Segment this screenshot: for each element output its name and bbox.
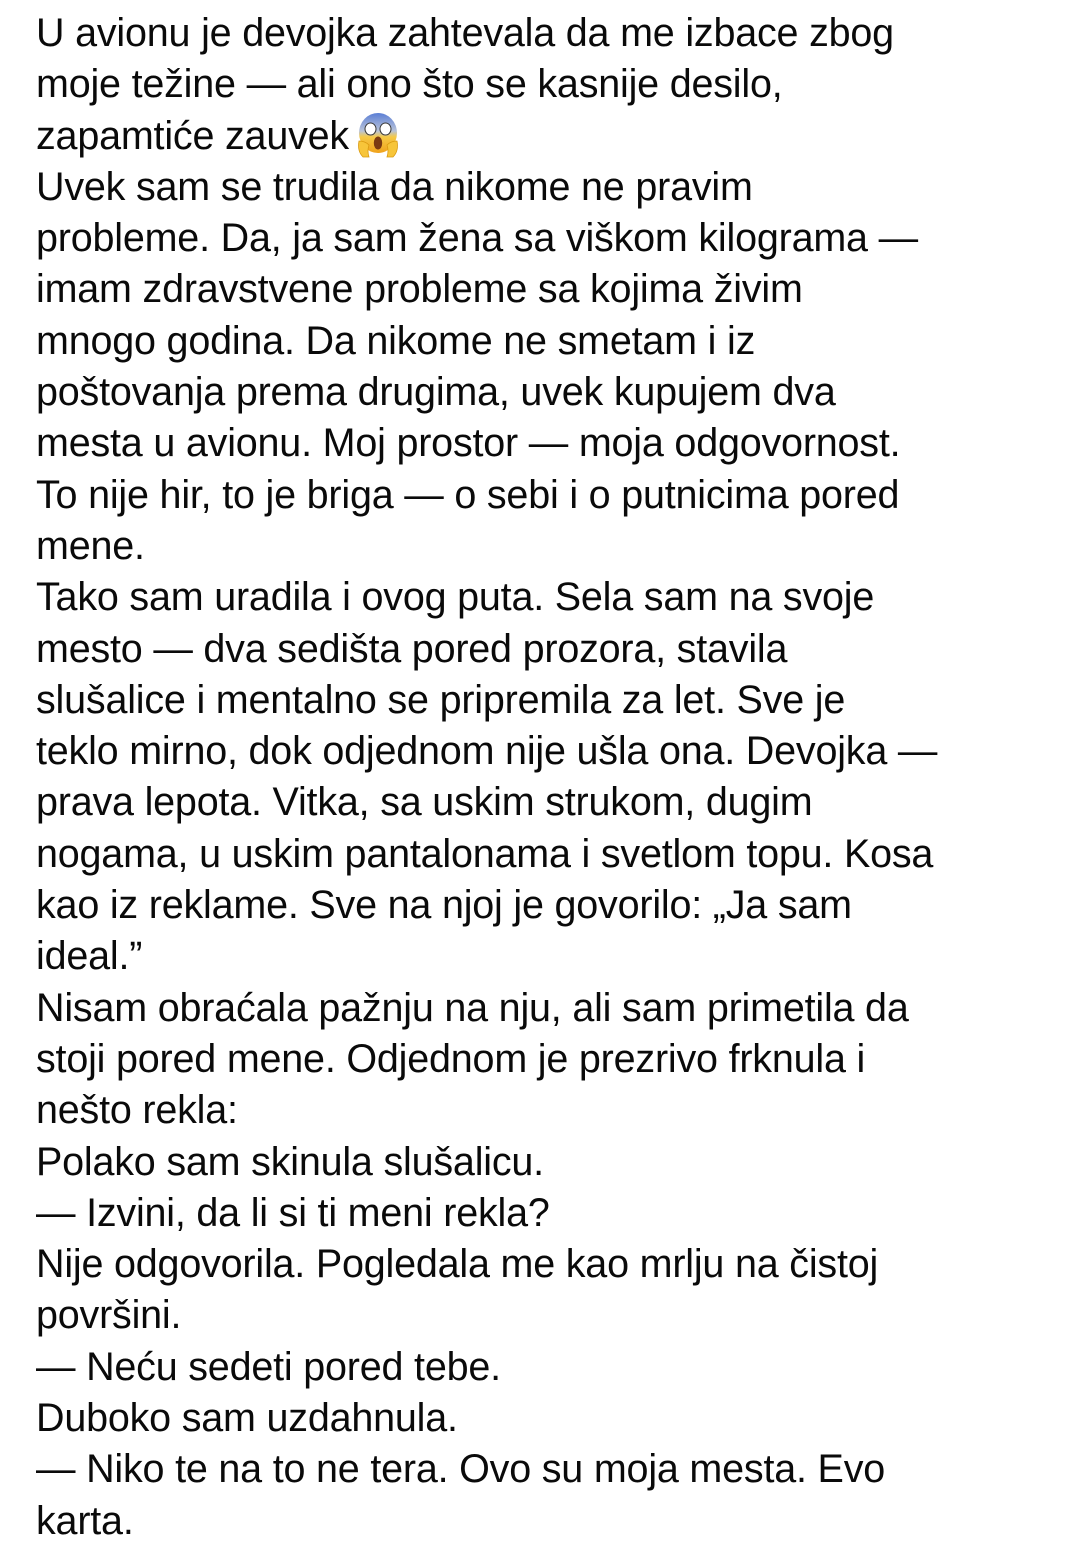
body-line: — Neću sedeti pored tebe. [36,1344,501,1389]
body-line: mnogo godina. Da nikome ne smetam i iz [36,318,756,363]
title-line: moje težine — ali ono što se kasnije desilo, [36,62,783,107]
body-line: — Niko te na to ne tera. Ovo su moja mesta. Evo [36,1447,886,1492]
body-line: mesta u avionu. Moj prostor — moja odgovornost. [36,421,901,466]
body-line: Polako sam skinula slušalicu. [36,1139,544,1184]
title-line-text: zapamtiće zauvek [36,113,349,158]
body-line: mesto — dva sedišta pored prozora, stavila [36,626,788,671]
body-line: mene. [36,523,145,568]
body-line: Nije odgovorila. Pogledala me kao mrlju na čistoj [36,1242,879,1287]
post-text [36,8,1056,1543]
body-line: površini. [36,1293,182,1338]
title-line [36,111,1056,162]
body-line: imam zdravstvene probleme sa kojima živim [36,267,803,312]
body-line: — Izvini, da li si ti meni rekla? [36,1190,550,1235]
title-line: U avionu je devojka zahtevala da me izbace zbog [36,11,894,55]
body-line: Tako sam uradila i ovog puta. Sela sam na svoje [36,575,875,620]
body-line: prava lepota. Vitka, sa uskim strukom, dugim [36,780,813,825]
body-line: Nisam obraćala pažnju na nju, ali sam primetila da [36,985,909,1030]
body-line: teklo mirno, dok odjednom nije ušla ona. Devojka — [36,729,938,774]
body-line: nogama, u uskim pantalonama i svetlom topu. Kosa [36,831,934,876]
body-line: slušalice i mentalno se pripremila za let. Sve je [36,677,846,722]
body-line: nešto rekla: [36,1088,238,1133]
body-line: poštovanja prema drugima, uvek kupujem dva [36,370,836,415]
body-line: Uvek sam se trudila da nikome ne pravim [36,164,753,209]
body-line: probleme. Da, ja sam žena sa viškom kilograma — [36,216,918,261]
body-line: ideal.” [36,934,143,979]
body-line: Duboko sam uzdahnula. [36,1396,458,1441]
body-line: stoji pored mene. Odjednom je prezrivo frknula i [36,1036,866,1081]
cut-off-line: karta. [36,1498,134,1543]
face-screaming-in-fear-icon [355,111,401,159]
body-line: To nije hir, to je briga — o sebi i o putnicima pored [36,472,900,517]
body-line: kao iz reklame. Sve na njoj je govorilo: „Ja sam [36,883,852,928]
